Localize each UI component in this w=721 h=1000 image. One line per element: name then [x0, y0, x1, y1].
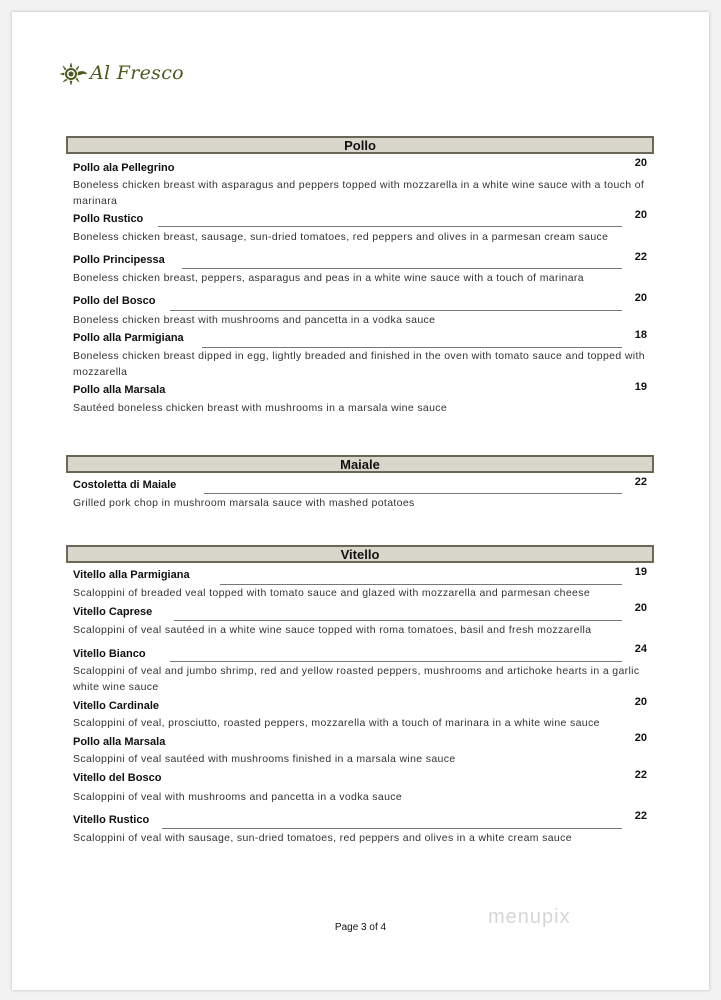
- dotted-leader: [204, 493, 622, 494]
- menu-item-description: Scaloppini of veal with sausage, sun-dried tomatoes, red peppers and olives in a white cream sauce: [73, 832, 572, 844]
- menu-item-name: Vitello del Bosco: [73, 772, 162, 784]
- menu-item-price: 22: [634, 810, 647, 822]
- menu-item-description: Scaloppini of breaded veal topped with tomato sauce and glazed with mozzarella and parmesan cheese: [73, 587, 591, 599]
- dotted-leader: [170, 661, 622, 662]
- menu-item-description: Boneless chicken breast with mushrooms and pancetta in a vodka sauce: [73, 314, 436, 326]
- dotted-leader: [158, 226, 622, 227]
- menu-item-name: Pollo del Bosco: [73, 295, 156, 307]
- brand-name: Al Fresco: [90, 62, 184, 84]
- brand-logo: [58, 60, 184, 86]
- menu-item-price: 20: [634, 209, 647, 221]
- dotted-leader: [174, 620, 622, 621]
- menu-item-name: Pollo ala Pellegrino: [73, 162, 175, 174]
- watermark: menupix: [488, 906, 571, 928]
- dotted-leader: [182, 268, 622, 269]
- menu-item-name: Vitello Rustico: [73, 814, 150, 826]
- menu-item-description: Grilled pork chop in mushroom marsala sauce with mashed potatoes: [73, 497, 415, 509]
- menu-item-price: 22: [634, 476, 647, 488]
- menu-item-name: Vitello Cardinale: [73, 700, 159, 712]
- menu-item-name: Vitello Bianco: [73, 648, 146, 660]
- sun-icon: [58, 60, 88, 86]
- menu-item-description: Scaloppini of veal sautéed with mushrooms finished in a marsala wine sauce: [73, 753, 456, 765]
- menu-item-price: 24: [634, 643, 647, 655]
- menu-item-price: 22: [634, 251, 647, 263]
- menu-item-description: Scaloppini of veal sautéed in a white wine sauce topped with roma tomatoes, basil and fresh mozzarella: [73, 624, 592, 636]
- menu-item-name: Pollo alla Parmigiana: [73, 332, 184, 344]
- menu-item-description: Scaloppini of veal, prosciutto, roasted peppers, mozzarella with a touch of marinara in a white wine sauce: [73, 717, 600, 729]
- menu-item-price: 20: [634, 157, 647, 169]
- menu-item-name: Pollo alla Marsala: [73, 736, 166, 748]
- menu-page: [12, 12, 709, 990]
- dotted-leader: [170, 310, 622, 311]
- menu-item-price: 20: [634, 732, 647, 744]
- menu-item-description: Boneless chicken breast, sausage, sun-dried tomatoes, red peppers and olives in a parmesan cream sauce: [73, 231, 609, 243]
- menu-item-name: Vitello alla Parmigiana: [73, 569, 190, 581]
- dotted-leader: [162, 828, 622, 829]
- menu-item-description: Boneless chicken breast dipped in egg, lightly breaded and finished in the oven with tomato sauce and topped with mozzarella: [73, 350, 645, 378]
- menu-item-price: 22: [634, 769, 647, 781]
- page-number: Page 3 of 4: [334, 922, 387, 933]
- menu-item-description: Scaloppini of veal with mushrooms and pancetta in a vodka sauce: [73, 791, 403, 803]
- menu-item-price: 20: [634, 602, 647, 614]
- menu-item-price: 19: [634, 381, 647, 393]
- section-header-vitello: Vitello: [66, 545, 654, 563]
- menu-item-description: Boneless chicken breast with asparagus and peppers topped with mozzarella in a white wine sauce with a touch of marinara: [73, 179, 645, 207]
- menu-item-price: 20: [634, 292, 647, 304]
- menu-item-description: Boneless chicken breast, peppers, asparagus and peas in a white wine sauce with a touch of marinara: [73, 272, 584, 284]
- menu-item-description: Scaloppini of veal and jumbo shrimp, red and yellow roasted peppers, mushrooms and artichoke hearts in a garlic white wine sauce: [73, 665, 640, 693]
- menu-item-description: Sautéed boneless chicken breast with mushrooms in a marsala wine sauce: [73, 402, 448, 414]
- menu-item-price: 18: [634, 329, 647, 341]
- menu-item-name: Pollo Principessa: [73, 254, 165, 266]
- section-header-pollo: Pollo: [66, 136, 654, 154]
- menu-item-name: Costoletta di Maiale: [73, 479, 177, 491]
- menu-item-name: Pollo alla Marsala: [73, 384, 166, 396]
- section-header-maiale: Maiale: [66, 455, 654, 473]
- menu-item-price: 20: [634, 696, 647, 708]
- menu-item-price: 19: [634, 566, 647, 578]
- menu-item-name: Vitello Caprese: [73, 606, 153, 618]
- menu-item-name: Pollo Rustico: [73, 213, 144, 225]
